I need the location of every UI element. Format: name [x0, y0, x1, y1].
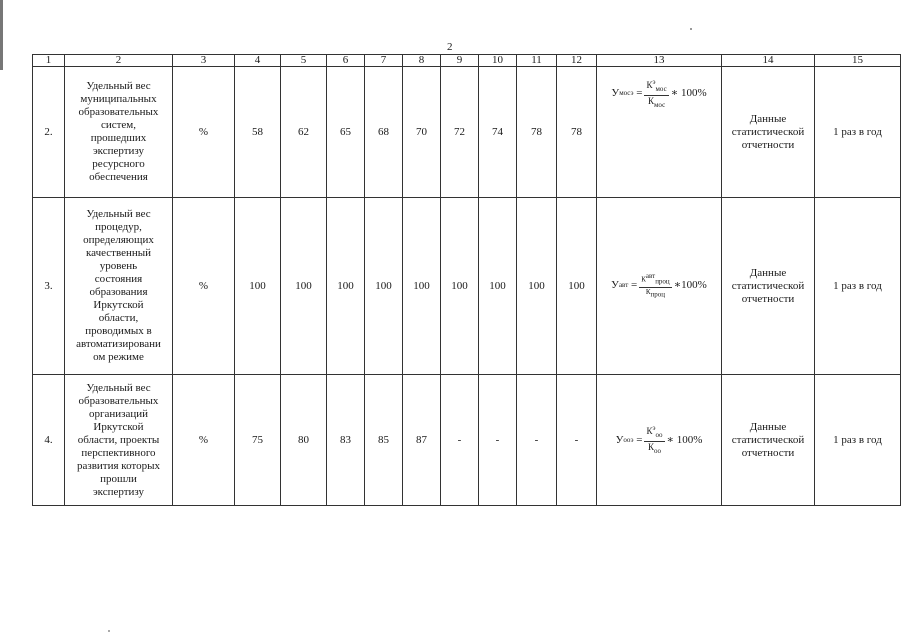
name-line: состояния	[94, 273, 143, 285]
table-row	[33, 67, 901, 198]
header-cell: 9	[441, 55, 479, 67]
name-line: образовательных	[78, 394, 159, 407]
formula-fraction	[644, 423, 664, 457]
header-cell: 5	[281, 55, 327, 67]
num-symbol: К	[646, 426, 653, 437]
name-line: организаций	[88, 407, 149, 420]
source-line: статистической	[731, 125, 805, 138]
name-line: развития которых	[76, 459, 160, 472]
indicator-name	[65, 375, 173, 506]
indicators-table	[32, 54, 901, 506]
value-cell: -	[479, 375, 517, 506]
formula-cell	[597, 67, 722, 198]
formula-cell	[597, 198, 722, 375]
formula-fraction	[644, 77, 668, 111]
header-cell: 13	[597, 55, 722, 67]
header-cell: 4	[235, 55, 281, 67]
value-cell: 100	[479, 198, 517, 375]
frequency: 1 раз в год	[815, 198, 901, 375]
value-cell: 83	[327, 375, 365, 506]
value-cell: 100	[235, 198, 281, 375]
unit: %	[173, 375, 235, 506]
value-cell: 78	[557, 67, 597, 198]
value-cell: 85	[365, 375, 403, 506]
formula-denominator	[646, 96, 667, 111]
source-line: статистической	[731, 433, 805, 446]
header-cell: 1	[33, 55, 65, 67]
header-cell: 3	[173, 55, 235, 67]
name-line: экспертизу	[92, 145, 145, 157]
name-line: Иркутской	[93, 420, 144, 433]
value-cell: 78	[517, 67, 557, 198]
header-cell: 2	[65, 55, 173, 67]
source-line: статистической	[731, 279, 805, 292]
name-line: обеспечения	[89, 171, 148, 183]
den-symbol: К	[647, 95, 654, 106]
value-cell: 100	[403, 198, 441, 375]
formula-numerator	[644, 77, 668, 96]
value-cell: 74	[479, 67, 517, 198]
header-cell: 12	[557, 55, 597, 67]
header-cell: 11	[517, 55, 557, 67]
source-line: Данные	[749, 266, 787, 279]
name-line: прошедших	[90, 132, 147, 144]
value-cell: 75	[235, 375, 281, 506]
den-symbol: К	[647, 442, 654, 452]
name-line: экспертизу	[92, 485, 145, 498]
value-cell: -	[441, 375, 479, 506]
data-source	[722, 67, 815, 198]
formula-denominator	[646, 442, 663, 457]
num-sub: мос	[655, 84, 667, 93]
header-cell: 10	[479, 55, 517, 67]
header-cell: 7	[365, 55, 403, 67]
table-row	[33, 198, 901, 375]
row-number: 3.	[33, 198, 65, 375]
name-line: Удельный вес	[86, 208, 151, 220]
num-symbol: К	[646, 80, 653, 90]
formula-tail: ∗ 100%	[670, 87, 707, 100]
name-line: области, проекты	[77, 433, 160, 446]
value-cell: 65	[327, 67, 365, 198]
num-sup: э	[652, 78, 656, 86]
header-row	[33, 55, 901, 67]
formula-lhs: У	[611, 87, 620, 100]
formula-cell	[597, 375, 722, 506]
name-line: области,	[98, 312, 139, 324]
scan-edge-mark	[0, 0, 3, 70]
source-line: отчетности	[741, 292, 795, 305]
name-line: ресурсного	[92, 158, 145, 170]
unit: %	[173, 198, 235, 375]
num-sup: авт	[645, 272, 656, 281]
data-source	[722, 375, 815, 506]
row-number: 4.	[33, 375, 65, 506]
value-cell: 100	[327, 198, 365, 375]
num-sub: проц	[655, 278, 670, 287]
name-line: процедур,	[95, 221, 142, 233]
formula-tail: ∗ 100%	[666, 433, 703, 446]
formula: У авт = $\frac{К^{авт}_{проц}}{К_{проц}}$ ∗100%	[611, 272, 707, 299]
indicator-name	[65, 67, 173, 198]
formula-denominator	[644, 288, 667, 299]
value-cell: 100	[281, 198, 327, 375]
name-line: качественный	[85, 247, 152, 259]
source-line: Данные	[749, 420, 787, 433]
name-line: прошли	[100, 472, 137, 485]
data-source	[722, 198, 815, 375]
name-line: муниципальных	[80, 93, 157, 105]
value-cell: 72	[441, 67, 479, 198]
formula-lhs: У	[615, 433, 624, 446]
frequency: 1 раз в год	[815, 375, 901, 506]
num-sup: э	[652, 424, 656, 433]
value-cell: 100	[517, 198, 557, 375]
name-line: Удельный вес	[86, 80, 151, 92]
page-number: 2	[447, 41, 453, 53]
indicator-name	[65, 198, 173, 375]
source-line: отчетности	[741, 138, 795, 151]
formula-numerator	[639, 272, 671, 288]
formula: У мосэ = $\frac{К^э_{мос}}{К_{мос}}$ ∗ 100%	[611, 78, 707, 109]
formula: У ооэ = $\frac{К^э_{оо}}{К_{оо}}$ ∗ 100%	[615, 424, 703, 455]
name-line: уровень	[99, 260, 138, 272]
formula-fraction	[639, 272, 671, 299]
value-cell: 100	[557, 198, 597, 375]
formula-lhs-sub: мосэ	[619, 89, 634, 98]
value-cell: 87	[403, 375, 441, 506]
value-cell: 100	[441, 198, 479, 375]
num-symbol: К	[641, 275, 646, 284]
formula-lhs-sub: авт	[618, 281, 629, 290]
value-cell: 62	[281, 67, 327, 198]
value-cell: 100	[365, 198, 403, 375]
formula-tail: ∗100%	[673, 279, 707, 292]
name-line: ом режиме	[93, 351, 144, 363]
name-line: образования	[89, 286, 148, 298]
den-sub: оо	[653, 446, 661, 455]
table-row	[33, 375, 901, 506]
name-line: систем,	[100, 119, 137, 131]
formula-lhs-sub: ооэ	[623, 435, 634, 444]
value-cell: 68	[365, 67, 403, 198]
row-number: 2.	[33, 67, 65, 198]
formula-lhs: У	[611, 279, 619, 292]
header-cell: 14	[722, 55, 815, 67]
value-cell: -	[517, 375, 557, 506]
name-line: Удельный вес	[86, 381, 151, 394]
source-line: отчетности	[741, 446, 795, 459]
den-sub: мос	[653, 100, 666, 109]
scan-speck	[690, 28, 692, 30]
header-cell: 15	[815, 55, 901, 67]
den-symbol: К	[645, 288, 651, 297]
name-line: перспективного	[81, 446, 156, 459]
source-line: Данные	[749, 112, 787, 125]
name-line: Иркутской	[93, 299, 144, 311]
header-cell: 8	[403, 55, 441, 67]
value-cell: 58	[235, 67, 281, 198]
value-cell: 70	[403, 67, 441, 198]
unit: %	[173, 67, 235, 198]
name-line: определяющих	[83, 234, 154, 246]
name-line: проводимых в	[85, 325, 152, 337]
frequency: 1 раз в год	[815, 67, 901, 198]
value-cell: -	[557, 375, 597, 506]
header-cell: 6	[327, 55, 365, 67]
value-cell: 80	[281, 375, 327, 506]
formula-numerator	[644, 423, 664, 442]
scan-speck	[108, 630, 110, 632]
name-line: образовательных	[78, 106, 159, 118]
den-sub: проц	[650, 290, 666, 299]
name-line: автоматизировани	[76, 338, 161, 350]
num-sub: оо	[655, 431, 663, 439]
